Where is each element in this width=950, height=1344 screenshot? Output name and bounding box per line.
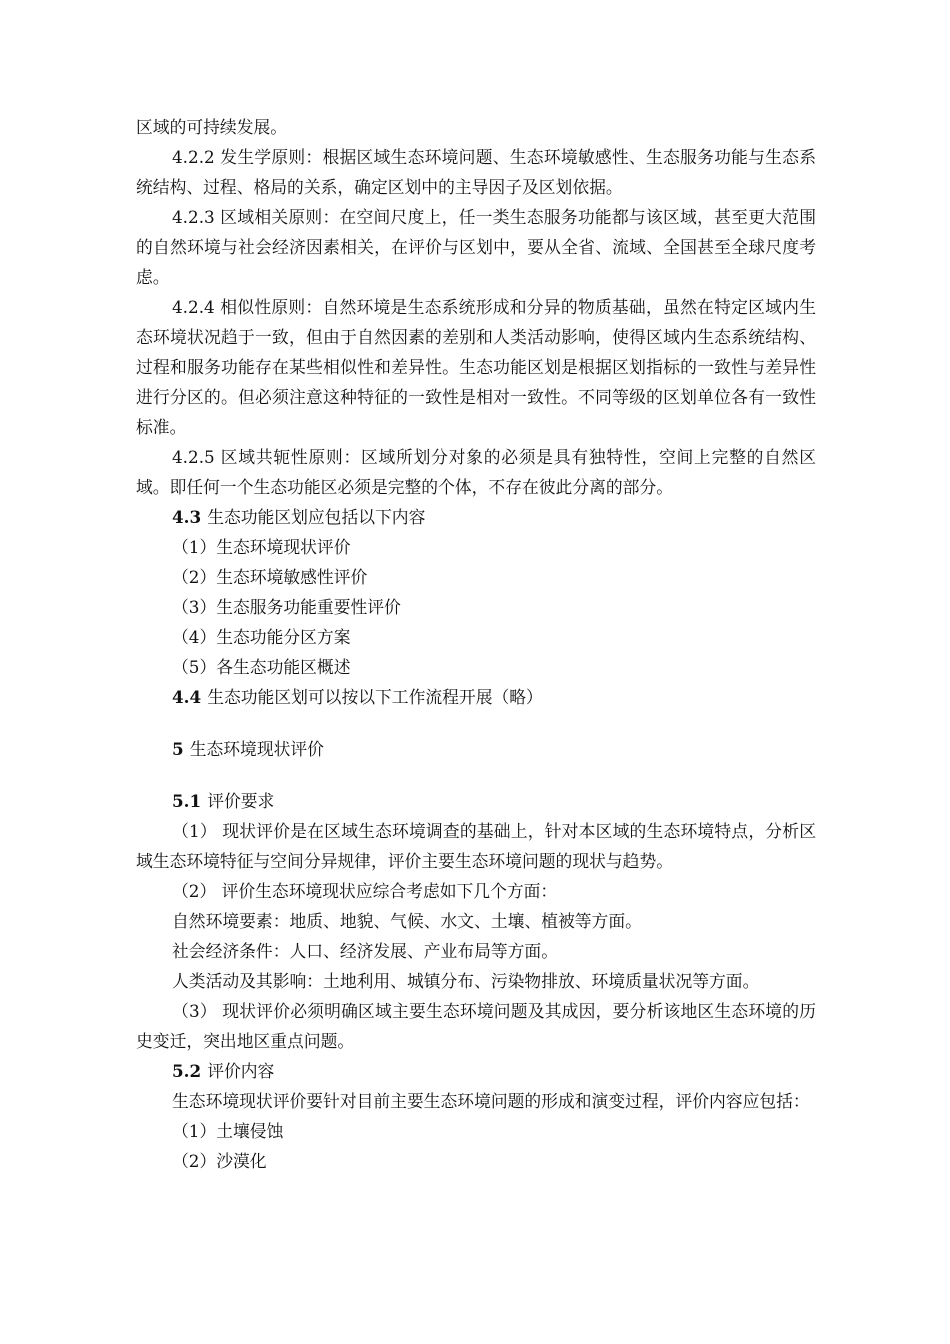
section-title: 评价要求 — [207, 791, 275, 811]
text-line: 人类活动及其影响：土地利用、城镇分布、污染物排放、环境质量状况等方面。 — [172, 971, 760, 991]
paragraph: （3） 现状评价必须明确区域主要生态环境问题及其成因，要分析该地区生态环境的历史变迁，突出地区重点问题。 — [136, 1001, 816, 1051]
list-item: （2）沙漠化 — [172, 1151, 267, 1171]
list-item: （2）生态环境敏感性评价 — [172, 567, 368, 587]
paragraph: （2） 评价生态环境现状应综合考虑如下几个方面： — [172, 881, 558, 901]
section-title: 生态功能区划可以按以下工作流程开展（略） — [207, 687, 543, 707]
section-heading — [136, 1056, 816, 1086]
section-heading — [136, 682, 816, 712]
list-item: （5）各生态功能区概述 — [172, 657, 351, 677]
section-heading — [136, 734, 816, 764]
list-item: （3）生态服务功能重要性评价 — [172, 597, 401, 617]
section-number: 5 — [172, 739, 184, 759]
text-line: 社会经济条件：人口、经济发展、产业布局等方面。 — [172, 941, 558, 961]
section-heading — [136, 786, 816, 816]
list-item: （1）生态环境现状评价 — [172, 537, 351, 557]
paragraph: 4.2.5 区域共轭性原则：区域所划分对象的必须是具有独特性，空间上完整的自然区域。即任何一个生态功能区必须是完整的个体，不存在彼此分离的部分。 — [136, 447, 816, 497]
section-title: 生态环境现状评价 — [189, 739, 324, 759]
paragraph: 4.2.3 区域相关原则：在空间尺度上，任一类生态服务功能都与该区域，甚至更大范围的自然环境与社会经济因素相关，在评价与区划中，要从全省、流域、全国甚至全球尺度考虑。 — [136, 207, 816, 287]
list-item: （1）土壤侵蚀 — [172, 1121, 284, 1141]
section-number: 4.4 — [172, 687, 202, 707]
section-title: 生态功能区划应包括以下内容 — [207, 507, 426, 527]
section-number: 5.1 — [172, 791, 202, 811]
section-number: 5.2 — [172, 1061, 202, 1081]
section-title: 评价内容 — [207, 1061, 275, 1081]
paragraph: 4.2.4 相似性原则：自然环境是生态系统形成和分异的物质基础，虽然在特定区域内生态环境状况趋于一致，但由于自然因素的差别和人类活动影响，使得区域内生态系统结构、过程和服务功能存在某些相似性和差异性。生态功能区划是根据区划指标的一致性与差异性进行分区的。但必须注意这种特征的一致性是相对一致性。不同等级的区划单位各有一致性标准。 — [136, 297, 816, 437]
list-item: （4）生态功能分区方案 — [172, 627, 351, 647]
paragraph: 区域的可持续发展。 — [136, 117, 288, 137]
section-heading — [136, 502, 816, 532]
section-number: 4.3 — [172, 507, 202, 527]
paragraph: 4.2.2 发生学原则：根据区域生态环境问题、生态环境敏感性、生态服务功能与生态系统结构、过程、格局的关系，确定区划中的主导因子及区划依据。 — [136, 147, 816, 197]
document-body — [136, 112, 816, 1176]
paragraph: （1） 现状评价是在区域生态环境调查的基础上，针对本区域的生态环境特点，分析区域生态环境特征与空间分异规律，评价主要生态环境问题的现状与趋势。 — [136, 821, 816, 871]
paragraph: 生态环境现状评价要针对目前主要生态环境问题的形成和演变过程，评价内容应包括： — [172, 1091, 810, 1111]
text-line: 自然环境要素：地质、地貌、气候、水文、土壤、植被等方面。 — [172, 911, 642, 931]
